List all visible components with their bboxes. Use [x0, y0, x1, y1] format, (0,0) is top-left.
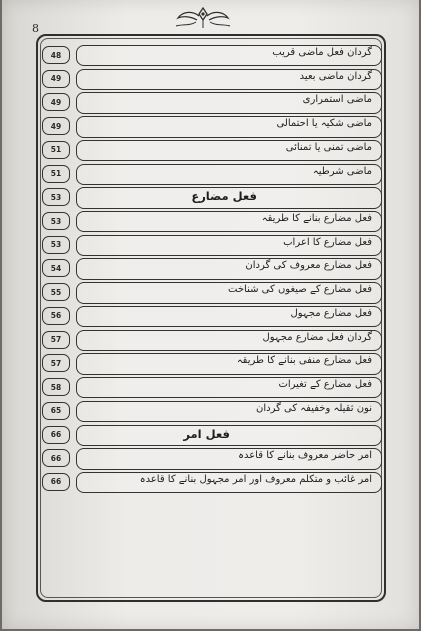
entry-title: گردان فعل ماضی قریب: [272, 47, 372, 58]
entry-title: گردان ماضی بعید: [299, 70, 372, 82]
entry-title: فعل مضارع کا اعراب: [283, 236, 372, 248]
page-ref: 53: [42, 212, 70, 230]
toc-row: [40, 447, 382, 470]
toc-row: [40, 281, 382, 304]
toc-row: [40, 115, 382, 138]
toc-row: [40, 257, 382, 280]
page-ref: 65: [42, 402, 70, 420]
page-ref: 51: [42, 165, 70, 183]
toc-row: [40, 471, 382, 494]
section-title: فعل مضارع: [191, 189, 257, 204]
page-ref: 58: [42, 378, 70, 396]
entry-title: ماضی استمراری: [302, 94, 372, 106]
page-ref: 51: [42, 141, 70, 159]
page-ref: 56: [42, 307, 70, 325]
entry-title: گردان فعل مضارع مجہول: [262, 331, 372, 343]
page-ref: 48: [42, 46, 70, 64]
toc-row: [40, 305, 382, 328]
entry-title: ماضی شرطیہ: [312, 165, 372, 177]
page-ref: 55: [42, 283, 70, 301]
page-ref: 66: [42, 473, 70, 491]
entry-title: ماضی تمنی یا تمنائی: [285, 141, 372, 153]
toc-row: [40, 400, 382, 423]
page-ref: 66: [42, 449, 70, 467]
entry-title: فعل مضارع کے تغیرات: [278, 379, 372, 391]
entry-title: نون ثقیلہ وخفیفہ کی گردان: [256, 402, 372, 414]
toc-row: [40, 352, 382, 375]
page-ref: 66: [42, 426, 70, 444]
page-ref: 49: [42, 117, 70, 135]
toc-row: [40, 376, 382, 399]
toc-section-heading: [40, 186, 382, 209]
toc-row: [40, 234, 382, 257]
toc-row: [40, 91, 382, 114]
entry-title: فعل مضارع بنانے کا طریقہ: [261, 213, 372, 225]
table-of-contents: [40, 44, 382, 495]
flourish-ornament-icon: [168, 6, 238, 30]
toc-row: [40, 44, 382, 67]
toc-row: [40, 68, 382, 91]
page-ref: 53: [42, 188, 70, 206]
page-number: 8: [32, 22, 39, 35]
toc-row: [40, 329, 382, 352]
entry-title: فعل مضارع مجہول: [290, 307, 372, 319]
entry-title: فعل مضارع معروف کی گردان: [245, 260, 372, 272]
page-ref: 53: [42, 236, 70, 254]
entry-title: امر حاضر معروف بنانے کا قاعدہ: [238, 450, 372, 462]
page-ref: 54: [42, 259, 70, 277]
page-ref: 57: [42, 354, 70, 372]
toc-row: [40, 210, 382, 233]
page-ref: 49: [42, 70, 70, 88]
entry-title: فعل مضارع کے صیغوں کی شناخت: [228, 284, 372, 296]
entry-title: فعل مضارع منفی بنانے کا طریقہ: [236, 355, 372, 367]
section-title: فعل امر: [183, 426, 230, 441]
book-page: [2, 0, 419, 629]
toc-row: [40, 163, 382, 186]
toc-section-heading: [40, 424, 382, 447]
entry-title: امر غائب و متکلم معروف اور امر مجہول بنانے کا قاعدہ: [139, 473, 372, 485]
toc-row: [40, 139, 382, 162]
entry-title: ماضی شکیہ یا احتمالی: [276, 118, 372, 130]
page-ref: 57: [42, 331, 70, 349]
page-ref: 49: [42, 93, 70, 111]
